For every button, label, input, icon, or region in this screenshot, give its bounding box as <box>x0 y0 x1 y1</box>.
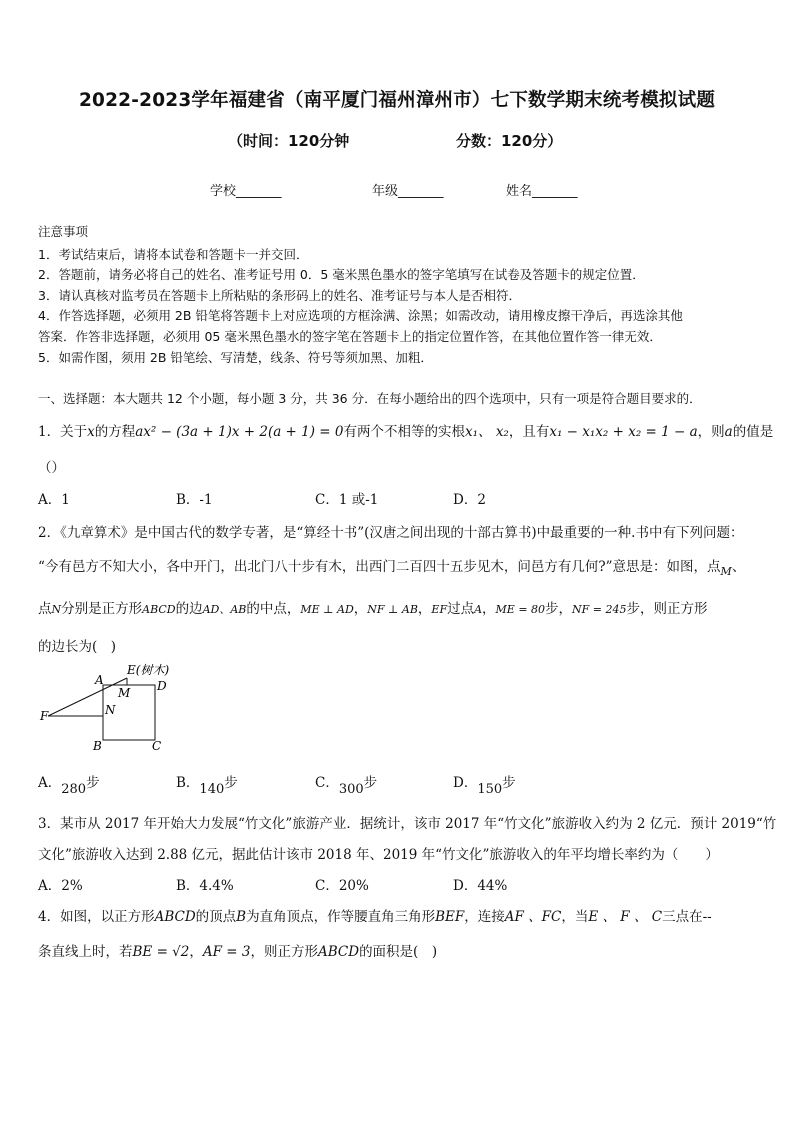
q1-option-c: C．1 或-1 <box>315 492 379 508</box>
option-unit: 步 <box>86 775 100 791</box>
notice-item: 3．请认真核对监考员在答题卡上所粘贴的条形码上的姓名、准考证号与本人是否相符． <box>38 288 521 303</box>
q4-text: ， <box>189 944 203 960</box>
q2-square: ABCD <box>142 603 176 616</box>
q1-condition: x₁ − x₁x₂ + x₂ = 1 − a <box>549 424 698 440</box>
q4-text: ，当 <box>561 909 589 925</box>
question-2-line-4: 的边长为( ) <box>38 639 117 655</box>
q4-points: E 、 F 、 C <box>588 909 663 925</box>
option-value: 300 <box>338 782 364 797</box>
q2-text: “今有邑方不知大小，各中开门，出北门八十步有木，出西门二百四十五步见木，问邑方有几何?”意思是：如图，点 <box>38 559 721 575</box>
q2-text: 过点 <box>447 601 475 617</box>
q4-triangle: BEF <box>435 909 465 925</box>
q1-var-a: a <box>724 424 733 440</box>
q4-text: 的面积是( ) <box>359 944 438 960</box>
question-1-line-1 <box>38 420 773 440</box>
notice-item: 4．作答选择题，必须用 2B 铅笔将答题卡上对应选项的方框涂满、涂黑；如需改动，请用橡皮擦干净后，再选涂其他 <box>38 308 683 323</box>
q2-text: 、 <box>731 559 746 575</box>
name-field: 姓名_______ <box>506 184 578 199</box>
q4-text: ，则正方形 <box>250 944 318 960</box>
option-letter: D． <box>453 775 478 791</box>
q2-text: ， <box>482 601 496 617</box>
question-2-line-2 <box>38 555 746 578</box>
q4-text: 三点在-- <box>662 909 712 925</box>
q4-af-value: AF = 3 <box>202 944 251 960</box>
q2-figure <box>38 662 178 758</box>
option-letter: C． <box>315 775 339 791</box>
q4-text: ，连接 <box>464 909 505 925</box>
label-e: E(树木) <box>127 663 170 677</box>
notice-item: 2．答题前，请务必将自己的姓名、准考证号用 0．5 毫米黑色墨水的签字笔填写在试卷及答题卡的规定位置． <box>38 267 645 282</box>
q2-text: 步，则正方形 <box>626 601 708 617</box>
question-2-line-3 <box>38 597 708 617</box>
option-letter: B． <box>176 775 200 791</box>
exam-time: （时间：120分钟 <box>228 132 350 150</box>
label-d: D <box>157 679 167 693</box>
q2-nf-value: NF = 245 <box>572 603 627 616</box>
question-1-paren: （） <box>38 460 65 476</box>
option-unit: 步 <box>363 775 378 791</box>
notice-item: 1．考试结束后，请将本试卷和答题卡一并交回． <box>38 247 309 262</box>
label-b: B <box>93 739 102 753</box>
q2-line-ef: EF <box>431 603 448 616</box>
q2-point-n: N <box>51 603 62 616</box>
q2-text: 的边 <box>175 601 203 617</box>
q4-square: ABCD <box>154 909 196 925</box>
q1-text: ，则 <box>697 424 725 440</box>
q4-text: 为直角顶点，作等腰直角三角形 <box>246 909 436 925</box>
q4-text: 4．如图，以正方形 <box>38 909 155 925</box>
q2-text: ， <box>353 601 368 617</box>
q2-sides: AD、AB <box>202 603 247 616</box>
q4-segments: AF 、FC <box>504 909 562 925</box>
q3-option-b: B．4.4% <box>176 878 234 894</box>
q3-option-a: A．2% <box>38 878 83 894</box>
q2-perp-nf: NF ⊥ AB <box>367 603 418 616</box>
notice-item: 5．如需作图，须用 2B 铅笔绘、写清楚，线条、符号等须加黑、加粗． <box>38 350 433 365</box>
label-c: C <box>152 739 162 753</box>
q2-perp-me: ME ⊥ AD <box>300 603 354 616</box>
q2-me-value: ME = 80 <box>495 603 546 616</box>
q2-option-b <box>176 771 238 797</box>
exam-score: 分数：120分） <box>456 132 563 150</box>
q2-point-a: A <box>474 603 483 616</box>
q1-text: 的方程 <box>94 424 136 440</box>
label-m: M <box>118 686 131 700</box>
option-unit: 步 <box>502 775 516 791</box>
label-f: F <box>40 709 49 723</box>
q1-roots: x₁、 x₂ <box>465 424 509 440</box>
q2-text: ， <box>417 601 432 617</box>
q1-text: ，且有 <box>508 424 550 440</box>
q1-text: 的值是 <box>732 424 774 440</box>
question-2-line-1: 2．《九章算术》是中国古代的数学专著，是“算经十书”(汉唐之间出现的十部古算书)中最重要的一种.书中有下列问题： <box>38 525 744 541</box>
option-value: 140 <box>199 782 225 797</box>
option-letter: A． <box>38 775 62 791</box>
q2-point-m: M <box>720 565 732 578</box>
page-title: 2022-2023学年福建省（南平厦门福州漳州市）七下数学期末统考模拟试题 <box>78 90 716 111</box>
question-4-line-2 <box>38 940 437 960</box>
option-value: 280 <box>61 782 87 797</box>
q2-text: 的中点， <box>246 601 301 617</box>
q1-var-x: x <box>87 424 95 440</box>
question-3-line-1: 3．某市从 2017 年开始大力发展“竹文化”旅游产业．据统计，该市 2017 年“竹文化”旅游收入约为 2 亿元．预计 2019“竹 <box>38 816 777 832</box>
q2-text: 步， <box>545 601 573 617</box>
q4-square: ABCD <box>317 944 360 960</box>
q2-option-a <box>38 771 100 797</box>
q2-option-c <box>315 771 378 797</box>
q4-text: 条直线上时，若 <box>38 944 133 960</box>
q2-text: 分别是正方形 <box>61 601 143 617</box>
option-value: 150 <box>477 782 503 797</box>
q3-option-c: C．20% <box>315 878 369 894</box>
grade-field: 年级_______ <box>372 184 444 199</box>
q1-option-b: B．-1 <box>176 492 213 508</box>
q4-text: 的顶点 <box>195 909 237 925</box>
notice-heading: 注意事项 <box>38 224 89 239</box>
q1-option-d: D．2 <box>453 492 486 508</box>
option-unit: 步 <box>224 775 238 791</box>
notice-item: 答案．作答非选择题，必须用 05 毫米黑色墨水的签字笔在答题卡上的指定位置作答，在其他位置作答一律无效． <box>38 329 662 344</box>
q3-option-d: D．44% <box>453 878 508 894</box>
label-n: N <box>105 703 116 717</box>
q4-be-value: BE = √2 <box>132 944 190 960</box>
section-heading: 一、选择题：本大题共 12 个小题，每小题 3 分，共 36 分．在每小题给出的四个选项中，只有一项是符合题目要求的． <box>38 391 702 406</box>
q1-equation: ax² − (3a + 1)x + 2(a + 1) = 0 <box>135 424 344 440</box>
q4-point-b: B <box>236 909 247 925</box>
q1-option-a: A．1 <box>38 492 70 508</box>
q2-option-d <box>453 771 516 797</box>
question-3-line-2: 文化”旅游收入达到 2.88 亿元，据此估计该市 2018 年、2019 年“竹文化”旅游收入的年平均增长率约为（ ） <box>38 847 719 863</box>
label-a: A <box>95 673 104 687</box>
question-4-line-1 <box>38 905 712 925</box>
school-field: 学校_______ <box>210 184 282 199</box>
q1-text: 有两个不相等的实根 <box>343 424 465 440</box>
q2-text: 点 <box>38 601 52 617</box>
q1-text: 1．关于 <box>38 424 88 440</box>
